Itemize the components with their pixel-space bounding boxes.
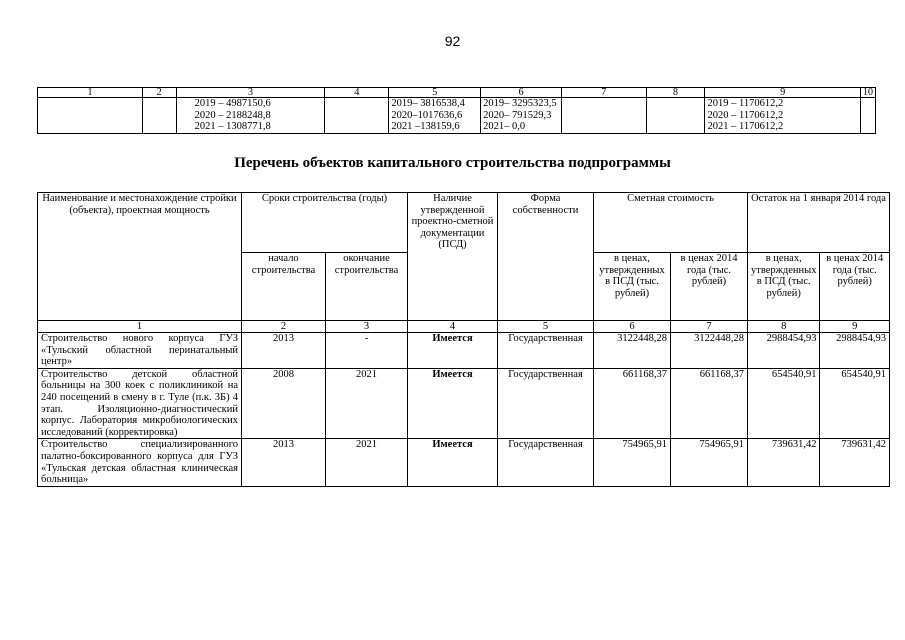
ownership: Государственная: [498, 333, 594, 369]
funding-line: 2020–1017636,6: [391, 109, 463, 121]
start-year: 2013: [242, 333, 326, 369]
est-2014-value: 754965,91: [671, 439, 748, 486]
table-row: [38, 333, 890, 369]
capital-construction-table: [37, 192, 890, 487]
continuation-table: [37, 87, 876, 134]
continuation-data-row: [38, 98, 876, 134]
funding-cell: [705, 98, 861, 134]
empty-cell: [38, 98, 143, 134]
col-number: 4: [408, 321, 498, 333]
col-number: 3: [326, 321, 408, 333]
ownership: Государственная: [498, 368, 594, 439]
header-balance: Остаток на 1 января 2014 года: [748, 193, 890, 253]
table-row: [38, 439, 890, 486]
funding-line: 2019 – 4987150,6: [194, 98, 271, 109]
col-number: 5: [389, 88, 481, 98]
end-year: 2021: [326, 439, 408, 486]
ownership: Государственная: [498, 439, 594, 486]
header-row-top: [38, 193, 890, 253]
col-number: 9: [820, 321, 890, 333]
header-name: Наименование и местонахождение стройки (объекта), проектная мощность: [38, 193, 242, 321]
funding-cell: [176, 98, 325, 134]
funding-line: 2020– 791529,3: [483, 109, 552, 121]
header-terms: Сроки строительства (годы): [242, 193, 408, 253]
est-psd-value: 3122448,28: [594, 333, 671, 369]
funding-cell: [481, 98, 562, 134]
empty-cell: [562, 98, 646, 134]
funding-line: 2021 – 1308771,8: [194, 121, 271, 132]
empty-cell: [325, 98, 389, 134]
header-start: начало строительства: [242, 253, 326, 321]
col-number: 5: [498, 321, 594, 333]
continuation-header-row: [38, 88, 876, 98]
header-end: окончание строительства: [326, 253, 408, 321]
header-est-2014: в ценах 2014 года (тыс. рублей): [671, 253, 748, 321]
col-number: 8: [646, 88, 705, 98]
col-number: 1: [38, 321, 242, 333]
est-psd-value: 754965,91: [594, 439, 671, 486]
funding-line: 2020 – 2188248,8: [194, 109, 271, 121]
start-year: 2013: [242, 439, 326, 486]
col-number: 7: [671, 321, 748, 333]
funding-line: 2021 – 1170612,2: [707, 121, 784, 132]
header-bal-2014: в ценах 2014 года (тыс. рублей): [820, 253, 890, 321]
col-number: 3: [176, 88, 325, 98]
bal-psd-value: 654540,91: [748, 368, 820, 439]
col-number: 6: [594, 321, 671, 333]
est-2014-value: 661168,37: [671, 368, 748, 439]
col-number: 7: [562, 88, 646, 98]
col-number: 8: [748, 321, 820, 333]
funding-line: 2019– 3295323,5: [483, 98, 557, 109]
est-2014-value: 3122448,28: [671, 333, 748, 369]
object-name: Строительство специализированного палатно-боксированного корпуса для ГУЗ «Тульская детская областная клиническая больница»: [38, 439, 242, 486]
funding-line: 2019– 3816538,4: [391, 98, 465, 109]
funding-line: 2020 – 1170612,2: [707, 109, 784, 121]
page-title: Перечень объектов капитального строительства подпрограммы: [234, 155, 671, 171]
end-year: -: [326, 333, 408, 369]
bal-2014-value: 739631,42: [820, 439, 890, 486]
start-year: 2008: [242, 368, 326, 439]
col-number: 9: [705, 88, 861, 98]
col-number: 1: [38, 88, 143, 98]
col-number: 2: [143, 88, 177, 98]
empty-cell: [646, 98, 705, 134]
object-name: Строительство нового корпуса ГУЗ «Тульский областной перинатальный центр»: [38, 333, 242, 369]
col-number: 10: [861, 88, 876, 98]
bal-psd-value: 739631,42: [748, 439, 820, 486]
empty-cell: [861, 98, 876, 134]
col-number: 4: [325, 88, 389, 98]
funding-line: 2019 – 1170612,2: [707, 98, 784, 109]
header-psd: Наличие утвержденной проектно-сметной документации (ПСД): [408, 193, 498, 321]
funding-cell: [389, 98, 481, 134]
object-name: Строительство детской областной больницы на 300 коек с поликлиникой на 240 посещений в смену в г. Туле (п.к. 3Б) 4 этап. Изоляционно-диагностический корпус. Лаборатория микробиологических исследований (корректировка): [38, 368, 242, 439]
empty-cell: [143, 98, 177, 134]
col-number: 2: [242, 321, 326, 333]
table-row: [38, 368, 890, 439]
header-ownership: Форма собственности: [498, 193, 594, 321]
header-est-psd: в ценах, утвержденных в ПСД (тыс. рублей): [594, 253, 671, 321]
funding-line: 2021– 0,0: [483, 121, 526, 132]
end-year: 2021: [326, 368, 408, 439]
header-estimated-cost: Сметная стоимость: [594, 193, 748, 253]
psd-status: Имеется: [408, 368, 498, 439]
page-number: 92: [444, 33, 461, 49]
col-number: 6: [481, 88, 562, 98]
funding-line: 2021 –138159,6: [391, 121, 460, 132]
header-bal-psd: в ценах, утвержденных в ПСД (тыс. рублей): [748, 253, 820, 321]
column-number-row: [38, 321, 890, 333]
est-psd-value: 661168,37: [594, 368, 671, 439]
psd-status: Имеется: [408, 439, 498, 486]
bal-2014-value: 2988454,93: [820, 333, 890, 369]
bal-psd-value: 2988454,93: [748, 333, 820, 369]
bal-2014-value: 654540,91: [820, 368, 890, 439]
psd-status: Имеется: [408, 333, 498, 369]
